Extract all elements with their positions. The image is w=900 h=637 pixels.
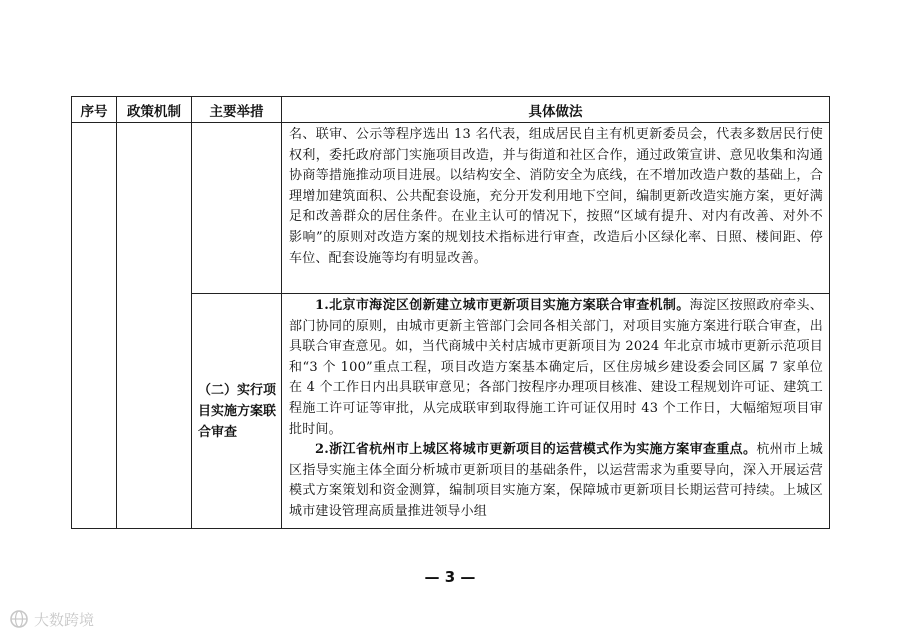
practice-cell (282, 294, 830, 529)
globe-icon (8, 608, 30, 630)
page-number: — 3 — (424, 568, 476, 586)
header-specific-practices: 具体做法 (282, 97, 830, 123)
practice-item-1-title: 1.北京市海淀区创新建立城市更新项目实施方案联合审查机制。 (315, 298, 690, 313)
practice-item-1 (289, 296, 823, 440)
header-policy-mechanism: 政策机制 (117, 97, 192, 123)
policy-table (71, 96, 830, 529)
header-serial: 序号 (72, 97, 117, 123)
watermark (8, 608, 94, 630)
measure-title: （二）实行项目实施方案联合审查 (198, 382, 277, 440)
policy-mechanism-cell (117, 123, 192, 529)
table-row (72, 123, 830, 294)
practice-item-2-body: 杭州市上城区指导实施主体全面分析城市更新项目的基础条件，以运营需求为重要导向，深入开展运营模式方案策划和资金测算，编制项目实施方案，保障城市更新项目长期运营可持续。上城区城市建设管理高质量推进领导小组 (289, 442, 823, 519)
header-main-measures: 主要举措 (192, 97, 282, 123)
practice-item-2 (289, 440, 823, 522)
practice-paragraph: 名、联审、公示等程序选出 13 名代表，组成居民自主有机更新委员会，代表多数居民行使权利，委托政府部门实施项目改造，并与街道和社区合作，通过政策宣讲、意见收集和沟通协商等措施推动项目进展。以结构安全、消防安全为底线，在不增加改造户数的基础上，合理增加建筑面积、公共配套设施，充分开发利用地下空间，编制更新改造实施方案，更好满足和改善群众的居住条件。在业主认可的情况下，按照“区域有提升、对内有改善、对外不影响”的原则对改造方案的规划技术指标进行审查，改造后小区绿化率、日照、楼间距、停车位、配套设施等均有明显改善。 (289, 127, 823, 266)
measure-cell (192, 294, 282, 529)
measure-cell-continued (192, 123, 282, 294)
practice-cell-continued (282, 123, 830, 294)
practice-item-2-title: 2.浙江省杭州市上城区将城市更新项目的运营模式作为实施方案审查重点。 (315, 442, 757, 458)
watermark-text: 大数跨境 (34, 610, 95, 629)
practice-item-1-body: 海淀区按照政府牵头、部门协同的原则，由城市更新主管部门会同各相关部门，对项目实施方案进行联合审查，出具联合审查意见。如，当代商城中关村店城市更新项目为 2024 年北京市城市更新示范项目和“3 个 100”重点工程，项目改造方案基本确定后，区住房城乡建设委会同区属 7 家单位在 4 个工作日内出具联审意见；各部门按程序办理项目核准、建设工程规划许可证、建筑工程施工许可证等审批，从完成联审到取得施工许可证仅用时 43 个工作日，大幅缩短项目审批时间。 (289, 298, 823, 437)
serial-cell (72, 123, 117, 529)
table-header-row (72, 97, 830, 123)
